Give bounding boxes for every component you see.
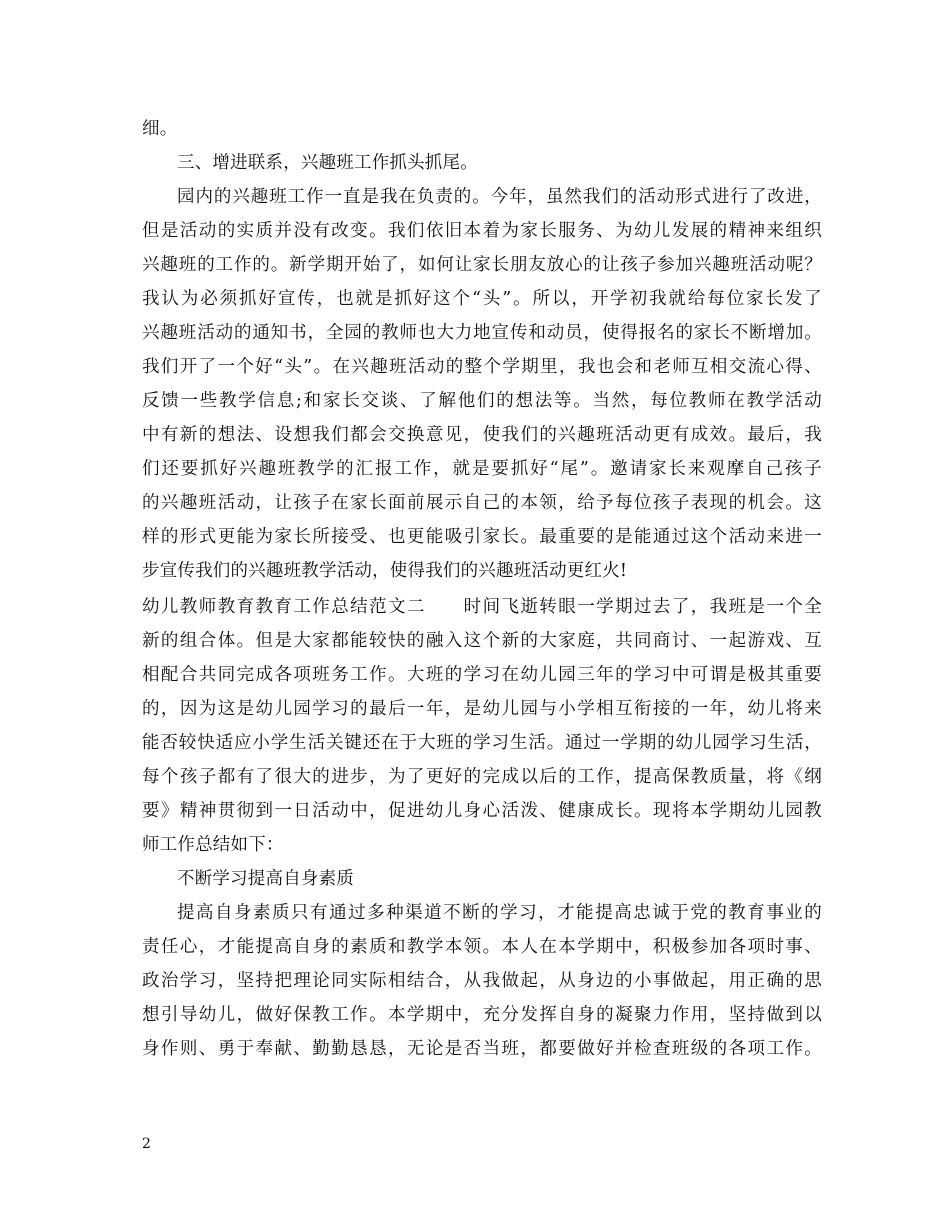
text-line: 我们开了一个好“头”。在兴趣班活动的整个学期里，我也会和老师互相交流心得、 (142, 357, 822, 377)
text-line: 相配合共同完成各项班务工作。大班的学习在幼儿园三年的学习中可谓是极其重要 (142, 665, 822, 685)
text-line: 政治学习，坚持把理论同实际相结合，从我做起，从身边的小事做起，用正确的思 (142, 971, 822, 991)
text-line: 兴趣班活动的通知书，全园的教师也大力地宣传和动员，使得报名的家长不断增加。 (142, 323, 822, 343)
page-number: 2 (142, 1136, 151, 1152)
text-line: 反馈一些教学信息;和家长交谈、了解他们的想法等。当然，每位教师在教学活动 (142, 391, 822, 411)
text-line: 样的形式更能为家长所接受、也更能吸引家长。最重要的是能通过这个活动来进一 (142, 527, 822, 547)
text-line: 园内的兴趣班工作一直是我在负责的。今年，虽然我们的活动形式进行了改进， (177, 187, 822, 207)
text-line: 兴趣班的工作的。新学期开始了，如何让家长朋友放心的让孩子参加兴趣班活动呢？ (142, 255, 822, 275)
text-line: 责任心，才能提高自身的素质和教学本领。本人在本学期中，积极参加各项时事、 (142, 937, 822, 957)
text-line: 细。 (142, 119, 178, 139)
text-line: 提高自身素质只有通过多种渠道不断的学习，才能提高忠诚于党的教育事业的 (177, 903, 822, 923)
text-line: 但是活动的实质并没有改变。我们依旧本着为家长服务、为幼儿发展的精神来组织 (142, 221, 822, 241)
text-line: 每个孩子都有了很大的进步，为了更好的完成以后的工作，提高保教质量，将《纲 (142, 767, 822, 787)
text-line: 我认为必须抓好宣传，也就是抓好这个“头”。所以，开学初我就给每位家长发了 (142, 289, 822, 309)
text-line: 要》精神贯彻到一日活动中，促进幼儿身心活泼、健康成长。现将本学期幼儿园教 (142, 801, 822, 821)
text-line: 们还要抓好兴趣班教学的汇报工作，就是要抓好“尾”。邀请家长来观摩自己孩子 (142, 459, 822, 479)
text-line: 能否较快适应小学生活关键还在于大班的学习生活。通过一学期的幼儿园学习生活， (142, 733, 822, 753)
text-line: 幼儿教师教育教育工作总结范文二 时间飞逝转眼一学期过去了，我班是一个全 (142, 597, 822, 617)
text-line: 身作则、勇于奉献、勤勤恳恳，无论是否当班，都要做好并检查班级的各项工作。 (142, 1039, 822, 1059)
section-heading: 不断学习提高自身素质 (177, 869, 354, 889)
section-heading: 三、增进联系，兴趣班工作抓头抓尾。 (177, 153, 478, 173)
text-line: 想引导幼儿，做好保教工作。本学期中，充分发挥自身的凝聚力作用，坚持做到以 (142, 1005, 822, 1025)
text-line: 步宣传我们的兴趣班教学活动，使得我们的兴趣班活动更红火! (142, 561, 628, 581)
text-line: 的兴趣班活动，让孩子在家长面前展示自己的本领，给予每位孩子表现的机会。这 (142, 493, 822, 513)
text-line: 新的组合体。但是大家都能较快的融入这个新的大家庭，共同商讨、一起游戏、互 (142, 631, 822, 651)
text-line: 中有新的想法、设想我们都会交换意见，使我们的兴趣班活动更有成效。最后，我 (142, 425, 822, 445)
text-line: 的，因为这是幼儿园学习的最后一年，是幼儿园与小学相互衔接的一年，幼儿将来 (142, 699, 822, 719)
text-line: 师工作总结如下： (142, 835, 284, 855)
